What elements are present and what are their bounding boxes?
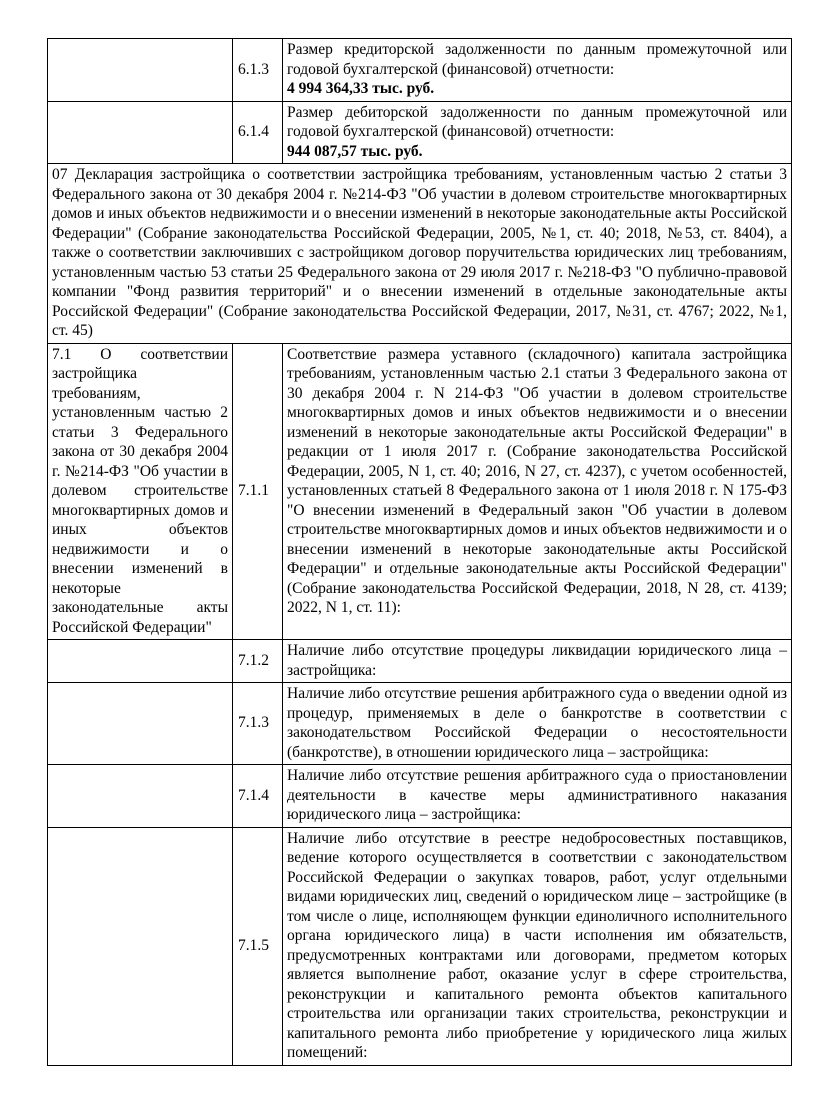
section-header-text: 07 Декларация застройщика о соответствии застройщика требованиям, установленным частью 2 статьи 3 Федерального закона от 30 декабря 2004 г. №214-ФЗ "Об участии в долевом строительстве многоквартирных домов и иных объектов недвижимости и о внесении изменений в некоторые законодательные акты Российской Федерации" (Собрание законодательства Российской Федерации, 2005, №1, ст. 40; 2018, №53, ст. 8404), а также о соответствии заключивших с застройщиком договор поручительства юридических лиц требованиям, установленным частью 53 статьи 25 Федерального закона от 29 июля 2017 г. №218-ФЗ "О публично-правовой компании "Фонд развития территорий" и о внесении изменений в отдельные законодательные акты Российской Федерации" (Собрание законодательства Российской Федерации, 2017, №31, ст. 4767; 2022, №1, ст. 45) (48, 164, 792, 344)
table-row (48, 101, 792, 164)
declaration-table (47, 38, 792, 1066)
item-number: 6.1.4 (233, 101, 283, 164)
item-number: 6.1.3 (233, 39, 283, 102)
table-row (48, 683, 792, 765)
category-cell (48, 640, 233, 683)
category-cell (48, 39, 233, 102)
item-value: 4 994 364,33 тыс. руб. (287, 80, 435, 97)
item-number: 7.1.5 (233, 827, 283, 1065)
item-number: 7.1.4 (233, 765, 283, 828)
description-cell (283, 343, 792, 640)
category-cell (48, 765, 233, 828)
description-cell (283, 765, 792, 828)
section-header-row (48, 164, 792, 344)
item-text: Размер кредиторской задолженности по данным промежуточной или годовой бухгалтерской (финансовой) отчетности: (287, 41, 787, 78)
description-cell (283, 640, 792, 683)
item-number: 7.1.3 (233, 683, 283, 765)
category-cell: 7.1 О соответствии застройщика требованиям, установленным частью 2 статьи 3 Федерального закона от 30 декабря 2004 г. №214-ФЗ "Об участии в долевом строительстве многоквартирных домов и иных объектов недвижимости и о внесении изменений в некоторые законодательные акты Российской Федерации" (48, 343, 233, 640)
item-text: Размер дебиторской задолженности по данным промежуточной или годовой бухгалтерской (финансовой) отчетности: (287, 103, 787, 140)
category-cell (48, 827, 233, 1065)
item-text: Наличие либо отсутствие решения арбитражного суда о введении одной из процедур, применяемых в деле о банкротстве в соответствии с законодательством Российской Федерации о несостоятельности (банкротстве), в отношении юридического лица – застройщика: (287, 685, 787, 761)
item-value: 944 087,57 тыс. руб. (287, 142, 423, 160)
category-cell (48, 683, 233, 765)
category-cell (48, 101, 233, 164)
item-number: 7.1.1 (233, 343, 283, 640)
item-text: Соответствие размера уставного (складочного) капитала застройщика требованиям, установленным частью 2.1 статьи 3 Федерального закона от 30 декабря 2004 г. N 214-ФЗ "Об участии в долевом строительстве многоквартирных домов и иных объектов недвижимости и о внесении изменений в некоторые законодательные акты Российской Федерации" в редакции от 1 июля 2017 г. (Собрание законодательства Российской Федерации, 2005, N 1, ст. 40; 2016, N 27, ст. 4237), с учетом особенностей, установленных статьей 8 Федерального закона от 1 июля 2018 г. N 175-ФЗ "О внесении изменений в Федеральный закон "Об участии в долевом строительстве многоквартирных домов и иных объектов недвижимости и о внесении изменений в некоторые законодательные акты Российской Федерации" и отдельные законодательные акты Российской Федерации" (Собрание законодательства Российской Федерации, 2018, N 28, ст. 4139; 2022, N 1, ст. 11): (287, 345, 787, 616)
table-row (48, 827, 792, 1065)
description-cell (283, 39, 792, 102)
item-text: Наличие либо отсутствие решения арбитражного суда о приостановлении деятельности в качестве меры административного наказания юридического лица – застройщика: (287, 767, 787, 823)
description-cell (283, 683, 792, 765)
description-cell (283, 827, 792, 1065)
table-row (48, 343, 792, 640)
table-row (48, 39, 792, 102)
table-row (48, 765, 792, 828)
description-cell (283, 101, 792, 164)
item-number: 7.1.2 (233, 640, 283, 683)
item-text: Наличие либо отсутствие в реестре недобросовестных поставщиков, ведение которого осуществляется в соответствии с законодательством Российской Федерации о закупках товаров, работ, услуг отдельными видами юридических лиц, сведений о юридическом лице – застройщике (в том числе о лице, исполняющем функции единоличного исполнительного органа юридического лица) в части исполнения им обязательств, предусмотренных контрактами или договорами, предметом которых является выполнение работ, оказание услуг в сфере строительства, реконструкции и капитального ремонта объектов капитального строительства или организации таких строительства, реконструкции и капитального ремонта либо приобретение у юридического лица жилых помещений: (287, 829, 787, 1061)
table-row (48, 640, 792, 683)
item-text: Наличие либо отсутствие процедуры ликвидации юридического лица – застройщика: (287, 642, 787, 679)
